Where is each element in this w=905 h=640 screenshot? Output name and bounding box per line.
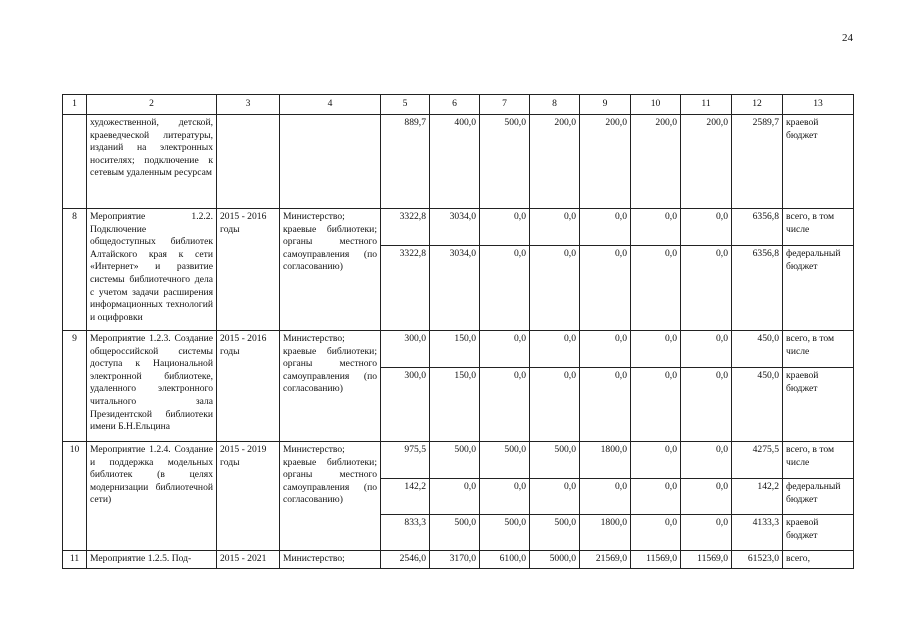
value-cell: 200,0 (530, 115, 580, 209)
value-cell: 150,0 (430, 368, 480, 442)
header-cell: 2 (87, 95, 217, 115)
funding-source: всего, в том числе (783, 209, 854, 246)
header-cell: 4 (280, 95, 381, 115)
value-cell: 0,0 (530, 331, 580, 368)
value-cell: 500,0 (530, 442, 580, 479)
value-cell: 0,0 (631, 368, 681, 442)
header-row (63, 95, 854, 115)
value-cell: 400,0 (430, 115, 480, 209)
value-cell: 975,5 (381, 442, 430, 479)
executor: Министерство; (280, 551, 381, 569)
funding-source: краевой бюджет (783, 368, 854, 442)
value-cell: 0,0 (480, 331, 530, 368)
header-cell: 13 (783, 95, 854, 115)
value-cell: 500,0 (480, 515, 530, 551)
value-cell: 500,0 (430, 442, 480, 479)
header-cell: 3 (217, 95, 280, 115)
value-cell: 1800,0 (580, 515, 631, 551)
value-cell: 4133,3 (732, 515, 783, 551)
value-cell: 0,0 (631, 479, 681, 515)
value-cell: 0,0 (480, 209, 530, 246)
value-cell: 142,2 (381, 479, 430, 515)
value-cell: 0,0 (580, 479, 631, 515)
row-number (63, 115, 87, 209)
value-cell: 0,0 (681, 331, 732, 368)
value-cell: 500,0 (530, 515, 580, 551)
value-cell: 0,0 (631, 442, 681, 479)
period: 2015 - 2016 годы (217, 209, 280, 331)
value-cell: 450,0 (732, 331, 783, 368)
table-row (63, 442, 854, 479)
header-cell: 7 (480, 95, 530, 115)
period: 2015 - 2021 (217, 551, 280, 569)
funding-source: всего, в том числе (783, 442, 854, 479)
funding-source: краевой бюджет (783, 115, 854, 209)
value-cell: 2546,0 (381, 551, 430, 569)
value-cell: 0,0 (530, 479, 580, 515)
value-cell: 11569,0 (631, 551, 681, 569)
value-cell: 21569,0 (580, 551, 631, 569)
value-cell: 0,0 (681, 246, 732, 331)
period (217, 115, 280, 209)
value-cell: 833,3 (381, 515, 430, 551)
value-cell: 0,0 (580, 331, 631, 368)
period: 2015 - 2016 годы (217, 331, 280, 442)
value-cell: 6356,8 (732, 246, 783, 331)
value-cell: 0,0 (530, 368, 580, 442)
funding-source: всего, (783, 551, 854, 569)
value-cell: 889,7 (381, 115, 430, 209)
value-cell: 0,0 (681, 515, 732, 551)
value-cell: 500,0 (480, 442, 530, 479)
measure-description: Мероприятие 1.2.5. Под- (87, 551, 217, 569)
value-cell: 0,0 (530, 246, 580, 331)
value-cell: 0,0 (480, 368, 530, 442)
value-cell: 300,0 (381, 331, 430, 368)
value-cell: 0,0 (631, 246, 681, 331)
value-cell: 200,0 (631, 115, 681, 209)
executor: Министерство; краевые библиотеки; органы местного самоуправления (по согласованию) (280, 209, 381, 331)
row-number: 8 (63, 209, 87, 331)
value-cell: 0,0 (681, 442, 732, 479)
header-cell: 5 (381, 95, 430, 115)
row-number: 10 (63, 442, 87, 551)
value-cell: 142,2 (732, 479, 783, 515)
executor (280, 115, 381, 209)
value-cell: 0,0 (631, 515, 681, 551)
budget-table (62, 94, 854, 569)
value-cell: 0,0 (631, 331, 681, 368)
period: 2015 - 2019 годы (217, 442, 280, 551)
table-row (63, 551, 854, 569)
value-cell: 0,0 (681, 479, 732, 515)
value-cell: 0,0 (480, 246, 530, 331)
row-number: 9 (63, 331, 87, 442)
value-cell: 0,0 (631, 209, 681, 246)
value-cell: 0,0 (681, 368, 732, 442)
measure-description: Мероприятие 1.2.3. Создание общероссийской системы доступа к Национальной электронной библиотеке, удаленного электронного читального зала Президентской библиотеки имени Б.Н.Ельцина (87, 331, 217, 442)
measure-description: Мероприятие 1.2.2. Подключение общедоступных библиотек Алтайского края к сети «Интернет» и развитие системы библиотечного дела с учетом задачи расширения информационных технологий и оцифровки (87, 209, 217, 331)
table-row (63, 209, 854, 246)
value-cell: 11569,0 (681, 551, 732, 569)
value-cell: 0,0 (480, 479, 530, 515)
executor: Министерство; краевые библиотеки; органы местного самоуправления (по согласованию) (280, 442, 381, 551)
measure-description: художественной, детской, краеведческой литературы, изданий на электронных носителях; подключение к сетевым удаленным ресурсам (87, 115, 217, 209)
value-cell: 500,0 (480, 115, 530, 209)
value-cell: 0,0 (530, 209, 580, 246)
value-cell: 6100,0 (480, 551, 530, 569)
value-cell: 450,0 (732, 368, 783, 442)
page-number: 24 (842, 32, 853, 44)
header-cell: 8 (530, 95, 580, 115)
measure-description: Мероприятие 1.2.4. Создание и поддержка модельных библиотек (в целях модернизации библиотечной сети) (87, 442, 217, 551)
header-cell: 6 (430, 95, 480, 115)
table-row (63, 331, 854, 368)
value-cell: 0,0 (580, 246, 631, 331)
value-cell: 3322,8 (381, 209, 430, 246)
value-cell: 5000,0 (530, 551, 580, 569)
value-cell: 6356,8 (732, 209, 783, 246)
header-cell: 12 (732, 95, 783, 115)
value-cell: 500,0 (430, 515, 480, 551)
table-row (63, 115, 854, 209)
value-cell: 200,0 (681, 115, 732, 209)
funding-source: краевой бюджет (783, 515, 854, 551)
value-cell: 4275,5 (732, 442, 783, 479)
value-cell: 3034,0 (430, 209, 480, 246)
header-cell: 11 (681, 95, 732, 115)
value-cell: 150,0 (430, 331, 480, 368)
value-cell: 3322,8 (381, 246, 430, 331)
funding-source: федеральный бюджет (783, 479, 854, 515)
value-cell: 3170,0 (430, 551, 480, 569)
value-cell: 61523,0 (732, 551, 783, 569)
value-cell: 300,0 (381, 368, 430, 442)
value-cell: 0,0 (430, 479, 480, 515)
funding-source: всего, в том числе (783, 331, 854, 368)
value-cell: 0,0 (580, 209, 631, 246)
row-number: 11 (63, 551, 87, 569)
value-cell: 200,0 (580, 115, 631, 209)
header-cell: 1 (63, 95, 87, 115)
executor: Министерство; краевые библиотеки; органы местного самоуправления (по согласованию) (280, 331, 381, 442)
header-cell: 10 (631, 95, 681, 115)
header-cell: 9 (580, 95, 631, 115)
value-cell: 2589,7 (732, 115, 783, 209)
value-cell: 1800,0 (580, 442, 631, 479)
value-cell: 0,0 (580, 368, 631, 442)
value-cell: 3034,0 (430, 246, 480, 331)
funding-source: федеральный бюджет (783, 246, 854, 331)
value-cell: 0,0 (681, 209, 732, 246)
